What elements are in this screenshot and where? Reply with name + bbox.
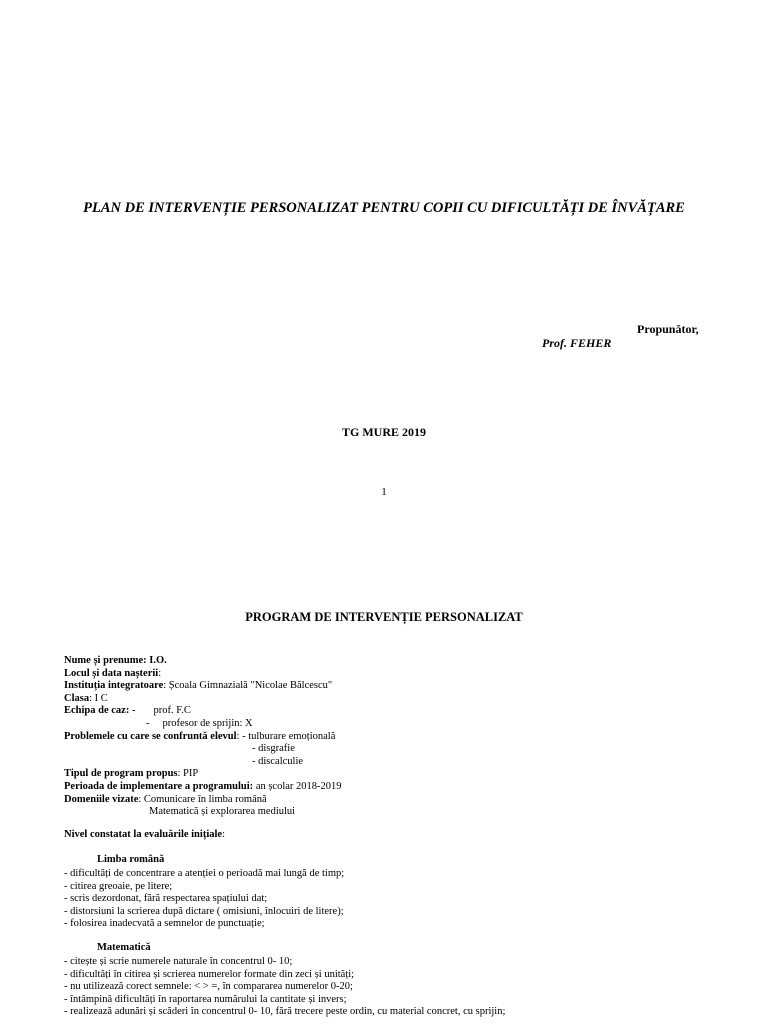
birth-label: Locul și data nașterii bbox=[64, 667, 159, 679]
institution-row bbox=[64, 680, 744, 693]
problems-first: : - tulburare emoțională bbox=[236, 730, 336, 742]
period-label: Perioada de implementare a programului: bbox=[64, 780, 254, 792]
name-label: Nume și prenume: I.O. bbox=[64, 655, 167, 666]
period-value: an școlar 2018-2019 bbox=[253, 780, 342, 792]
problems-row bbox=[64, 731, 744, 744]
team-label: Echipa de caz: - bbox=[64, 705, 136, 717]
initial-level-colon: : bbox=[222, 829, 225, 840]
program-type-value: : PIP bbox=[177, 768, 199, 780]
problems-row-2 bbox=[64, 743, 744, 756]
student-info bbox=[64, 655, 744, 819]
program-type-label: Tipul de program propus bbox=[64, 768, 178, 780]
domains-second: Matematică și explorarea mediului bbox=[149, 806, 296, 818]
proponent-name: Prof. FEHER bbox=[542, 336, 612, 350]
problem-item: - discalculie bbox=[252, 755, 304, 767]
list-item: - citirea greoaie, pe litere; bbox=[64, 880, 173, 892]
initial-level-heading bbox=[64, 829, 225, 840]
period-row bbox=[64, 781, 744, 794]
team-row-2 bbox=[64, 718, 744, 731]
list-item: - folosirea inadecvată a semnelor de punctuație; bbox=[64, 918, 265, 930]
domains-first: : Comunicare în limba română bbox=[138, 793, 267, 805]
birth-row bbox=[64, 668, 744, 681]
institution-value: : Școala Gimnazială "Nicolae Bălcescu" bbox=[163, 680, 333, 692]
section-matematica bbox=[64, 942, 754, 1019]
problems-label: Problemele cu care se confruntă elevul bbox=[64, 730, 237, 742]
section-limba-romana bbox=[64, 854, 754, 931]
list-item: - realizează adunări și scăderi în concentrul 0- 10, fără trecere peste ordin, cu material concret, cu sprijin; bbox=[64, 1006, 506, 1018]
list-item: - dificultăți în citirea și scrierea numerelor formate din zeci și unități; bbox=[64, 968, 355, 980]
name-row bbox=[64, 655, 744, 668]
program-title: PROGRAM DE INTERVENȚIE PERSONALIZAT bbox=[245, 610, 523, 624]
domains-row-2 bbox=[64, 806, 744, 819]
birth-value: : bbox=[158, 667, 162, 679]
problems-row-3 bbox=[64, 756, 744, 769]
team-member-2-prefix: - bbox=[146, 717, 150, 729]
domains-label: Domeniile vizate bbox=[64, 793, 139, 805]
section-heading: Matematică bbox=[97, 942, 151, 953]
list-item: - citește și scrie numerele naturale în concentrul 0- 10; bbox=[64, 956, 293, 967]
team-member-2: profesor de sprijin: X bbox=[162, 717, 253, 729]
proponent-label: Propunător, bbox=[637, 322, 699, 336]
list-item: - scris dezordonat, fără respectarea spațiului dat; bbox=[64, 893, 268, 905]
list-item: - distorsiuni la scrierea după dictare ( omisiuni, înlocuiri de litere); bbox=[64, 905, 344, 917]
section-heading: Limba română bbox=[97, 854, 165, 865]
page-number: 1 bbox=[381, 486, 387, 498]
domains-row bbox=[64, 794, 744, 807]
class-label: Clasa bbox=[64, 692, 90, 704]
city-year: TG MURE 2019 bbox=[342, 425, 426, 439]
initial-level-label: Nivel constatat la evaluările inițiale bbox=[64, 829, 223, 840]
list-item: - dificultăți de concentrare a atenției o perioadă mai lungă de timp; bbox=[64, 868, 345, 879]
institution-label: Instituția integratoare bbox=[64, 680, 164, 692]
team-row bbox=[64, 705, 744, 718]
program-type-row bbox=[64, 768, 744, 781]
plan-title: PLAN DE INTERVENȚIE PERSONALIZAT PENTRU COPII CU DIFICULTĂȚI DE ÎNVĂȚARE bbox=[83, 200, 685, 216]
class-value: : I C bbox=[89, 692, 108, 704]
list-item: - nu utilizează corect semnele: < > =, în compararea numerelor 0-20; bbox=[64, 981, 353, 993]
team-member-1: prof. F.C bbox=[153, 705, 191, 717]
problem-item: - disgrafie bbox=[252, 743, 295, 755]
list-item: - întâmpină dificultăți în raportarea numărului la cantitate și invers; bbox=[64, 993, 347, 1005]
class-row bbox=[64, 693, 744, 706]
